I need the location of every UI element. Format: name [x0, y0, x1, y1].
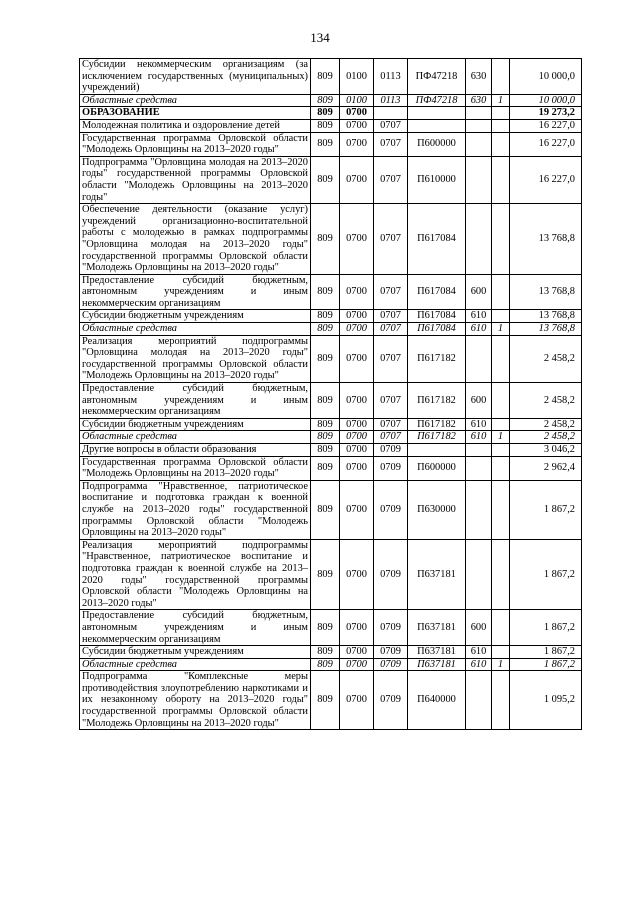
- row-budget-source: [492, 444, 510, 457]
- table-row: [80, 59, 582, 95]
- row-budget-source: [492, 646, 510, 659]
- row-expense-type: [466, 204, 492, 275]
- row-subsection-code: 0113: [374, 94, 408, 107]
- table-row: [80, 610, 582, 646]
- row-amount: 1 867,2: [510, 646, 582, 659]
- row-subsection-code: 0707: [374, 431, 408, 444]
- row-section-code: 0700: [340, 204, 374, 275]
- row-name: Государственная программа Орловской области "Молодежь Орловщины на 2013–2020 годы": [80, 456, 311, 480]
- row-grbs-code: 809: [311, 132, 340, 156]
- row-budget-source: [492, 107, 510, 120]
- row-target-article: П600000: [408, 456, 466, 480]
- row-name: ОБРАЗОВАНИЕ: [80, 107, 311, 120]
- budget-table-body: [80, 59, 582, 730]
- row-amount: 1 867,2: [510, 480, 582, 539]
- table-row: [80, 383, 582, 419]
- row-amount: 3 046,2: [510, 444, 582, 457]
- table-row: [80, 480, 582, 539]
- row-name: Молодежная политика и оздоровление детей: [80, 119, 311, 132]
- row-grbs-code: 809: [311, 156, 340, 203]
- row-expense-type: 610: [466, 646, 492, 659]
- table-row: [80, 132, 582, 156]
- row-name: Подпрограмма "Комплексные меры противодействия злоупотреблению наркотиками и их незаконному обороту на 2013–2020 годы" государственной программы Орловской области "Молодежь Орловщины на 2013–2020 годы": [80, 671, 311, 730]
- row-expense-type: 600: [466, 274, 492, 310]
- table-row: [80, 107, 582, 120]
- row-target-article: П617084: [408, 274, 466, 310]
- row-section-code: 0700: [340, 418, 374, 431]
- row-budget-source: [492, 671, 510, 730]
- row-section-code: 0700: [340, 658, 374, 671]
- row-budget-source: [492, 335, 510, 382]
- row-expense-type: 630: [466, 59, 492, 95]
- row-target-article: П637181: [408, 610, 466, 646]
- row-grbs-code: 809: [311, 274, 340, 310]
- row-name: Реализация мероприятий подпрограммы "Нравственное, патриотическое воспитание и подготовка граждан к военной службе на 2013–2020 годы" государственной программы Орловской области "Молодежь Орловщины на 2013–2020 годы": [80, 539, 311, 610]
- row-budget-source: [492, 456, 510, 480]
- row-amount: 1 867,2: [510, 539, 582, 610]
- table-row: [80, 204, 582, 275]
- row-subsection-code: 0707: [374, 132, 408, 156]
- row-budget-source: [492, 480, 510, 539]
- row-section-code: 0700: [340, 274, 374, 310]
- table-row: [80, 646, 582, 659]
- row-amount: 13 768,8: [510, 204, 582, 275]
- table-row: [80, 274, 582, 310]
- row-name: Другие вопросы в области образования: [80, 444, 311, 457]
- row-subsection-code: 0709: [374, 658, 408, 671]
- row-name: Областные средства: [80, 323, 311, 336]
- row-target-article: П617084: [408, 323, 466, 336]
- table-row: [80, 671, 582, 730]
- budget-table: [79, 58, 582, 730]
- row-name: Областные средства: [80, 431, 311, 444]
- row-amount: 10 000,0: [510, 59, 582, 95]
- row-amount: 1 867,2: [510, 658, 582, 671]
- row-subsection-code: 0707: [374, 323, 408, 336]
- table-row: [80, 119, 582, 132]
- row-amount: 16 227,0: [510, 156, 582, 203]
- row-amount: 1 867,2: [510, 610, 582, 646]
- row-section-code: 0700: [340, 323, 374, 336]
- row-subsection-code: 0707: [374, 156, 408, 203]
- row-amount: 13 768,8: [510, 274, 582, 310]
- row-amount: 2 458,2: [510, 431, 582, 444]
- row-grbs-code: 809: [311, 610, 340, 646]
- row-target-article: П617084: [408, 204, 466, 275]
- row-target-article: П637181: [408, 658, 466, 671]
- row-amount: 16 227,0: [510, 119, 582, 132]
- row-section-code: 0700: [340, 107, 374, 120]
- row-grbs-code: 809: [311, 383, 340, 419]
- row-amount: 2 458,2: [510, 418, 582, 431]
- row-subsection-code: 0707: [374, 119, 408, 132]
- row-section-code: 0100: [340, 94, 374, 107]
- row-subsection-code: 0707: [374, 383, 408, 419]
- row-target-article: П637181: [408, 539, 466, 610]
- row-grbs-code: 809: [311, 539, 340, 610]
- row-amount: 1 095,2: [510, 671, 582, 730]
- row-name: Подпрограмма "Орловщина молодая на 2013–2020 годы" государственной программы Орловской области "Молодежь Орловщины на 2013–2020 годы": [80, 156, 311, 203]
- row-expense-type: [466, 335, 492, 382]
- row-expense-type: 610: [466, 310, 492, 323]
- table-row: [80, 94, 582, 107]
- row-expense-type: [466, 539, 492, 610]
- row-section-code: 0700: [340, 671, 374, 730]
- row-target-article: ПФ47218: [408, 94, 466, 107]
- row-amount: 19 273,2: [510, 107, 582, 120]
- row-name: Субсидии бюджетным учреждениям: [80, 310, 311, 323]
- row-section-code: 0700: [340, 431, 374, 444]
- row-grbs-code: 809: [311, 335, 340, 382]
- row-target-article: П610000: [408, 156, 466, 203]
- row-grbs-code: 809: [311, 418, 340, 431]
- row-target-article: П640000: [408, 671, 466, 730]
- row-subsection-code: 0707: [374, 310, 408, 323]
- row-amount: 13 768,8: [510, 323, 582, 336]
- table-row: [80, 539, 582, 610]
- row-section-code: 0700: [340, 480, 374, 539]
- row-target-article: П617084: [408, 310, 466, 323]
- row-subsection-code: 0709: [374, 480, 408, 539]
- row-subsection-code: 0709: [374, 610, 408, 646]
- row-subsection-code: 0707: [374, 418, 408, 431]
- row-grbs-code: 809: [311, 107, 340, 120]
- row-name: Областные средства: [80, 658, 311, 671]
- row-subsection-code: [374, 107, 408, 120]
- row-section-code: 0700: [340, 310, 374, 323]
- row-grbs-code: 809: [311, 323, 340, 336]
- row-amount: 16 227,0: [510, 132, 582, 156]
- row-expense-type: 610: [466, 418, 492, 431]
- row-target-article: П617182: [408, 383, 466, 419]
- row-target-article: [408, 444, 466, 457]
- row-expense-type: 600: [466, 610, 492, 646]
- row-budget-source: 1: [492, 431, 510, 444]
- row-section-code: 0700: [340, 456, 374, 480]
- table-row: [80, 418, 582, 431]
- row-amount: 2 458,2: [510, 383, 582, 419]
- row-budget-source: [492, 610, 510, 646]
- row-name: Субсидии бюджетным учреждениям: [80, 646, 311, 659]
- row-expense-type: [466, 480, 492, 539]
- row-section-code: 0700: [340, 444, 374, 457]
- row-name: Обеспечение деятельности (оказание услуг) учреждений организационно-воспитательной работы с молодежью в рамках подпрограммы "Орловщина молодая на 2013–2020 годы" государственной программы Орловской области "Молодежь Орловщины на 2013–2020 годы": [80, 204, 311, 275]
- row-grbs-code: 809: [311, 671, 340, 730]
- row-section-code: 0700: [340, 646, 374, 659]
- row-target-article: [408, 119, 466, 132]
- row-subsection-code: 0113: [374, 59, 408, 95]
- table-row: [80, 658, 582, 671]
- row-name: Государственная программа Орловской области "Молодежь Орловщины на 2013–2020 годы": [80, 132, 311, 156]
- row-expense-type: [466, 671, 492, 730]
- row-subsection-code: 0707: [374, 204, 408, 275]
- row-budget-source: [492, 119, 510, 132]
- row-section-code: 0700: [340, 156, 374, 203]
- row-subsection-code: 0707: [374, 335, 408, 382]
- table-row: [80, 456, 582, 480]
- row-subsection-code: 0709: [374, 444, 408, 457]
- row-target-article: П617182: [408, 431, 466, 444]
- row-target-article: П617182: [408, 335, 466, 382]
- row-budget-source: 1: [492, 323, 510, 336]
- row-target-article: П637181: [408, 646, 466, 659]
- row-subsection-code: 0709: [374, 671, 408, 730]
- table-row: [80, 323, 582, 336]
- table-row: [80, 431, 582, 444]
- row-section-code: 0700: [340, 539, 374, 610]
- row-amount: 2 962,4: [510, 456, 582, 480]
- row-expense-type: [466, 107, 492, 120]
- row-expense-type: 610: [466, 658, 492, 671]
- row-name: Реализация мероприятий подпрограммы "Орловщина молодая на 2013–2020 годы" государственной программы Орловской области "Молодежь Орловщины на 2013–2020 годы": [80, 335, 311, 382]
- row-budget-source: [492, 383, 510, 419]
- row-budget-source: [492, 418, 510, 431]
- row-section-code: 0700: [340, 383, 374, 419]
- row-budget-source: [492, 310, 510, 323]
- table-row: [80, 444, 582, 457]
- row-target-article: [408, 107, 466, 120]
- table-row: [80, 310, 582, 323]
- row-expense-type: 630: [466, 94, 492, 107]
- row-grbs-code: 809: [311, 310, 340, 323]
- row-name: Предоставление субсидий бюджетным, автономным учреждениям и иным некоммерческим организациям: [80, 274, 311, 310]
- row-subsection-code: 0709: [374, 539, 408, 610]
- row-expense-type: [466, 156, 492, 203]
- row-grbs-code: 809: [311, 94, 340, 107]
- row-section-code: 0700: [340, 610, 374, 646]
- row-budget-source: [492, 156, 510, 203]
- row-name: Областные средства: [80, 94, 311, 107]
- row-section-code: 0100: [340, 59, 374, 95]
- row-grbs-code: 809: [311, 119, 340, 132]
- row-section-code: 0700: [340, 132, 374, 156]
- row-section-code: 0700: [340, 119, 374, 132]
- row-grbs-code: 809: [311, 431, 340, 444]
- table-row: [80, 156, 582, 203]
- row-expense-type: [466, 132, 492, 156]
- row-grbs-code: 809: [311, 456, 340, 480]
- row-budget-source: [492, 59, 510, 95]
- row-name: Субсидии некоммерческим организациям (за исключением государственных (муниципальных) учреждений): [80, 59, 311, 95]
- row-expense-type: 610: [466, 323, 492, 336]
- row-budget-source: [492, 539, 510, 610]
- row-grbs-code: 809: [311, 646, 340, 659]
- row-amount: 10 000,0: [510, 94, 582, 107]
- row-target-article: ПФ47218: [408, 59, 466, 95]
- row-budget-source: 1: [492, 94, 510, 107]
- row-budget-source: [492, 204, 510, 275]
- table-row: [80, 335, 582, 382]
- row-target-article: П630000: [408, 480, 466, 539]
- row-grbs-code: 809: [311, 480, 340, 539]
- row-expense-type: [466, 119, 492, 132]
- row-grbs-code: 809: [311, 658, 340, 671]
- row-expense-type: [466, 456, 492, 480]
- row-expense-type: 610: [466, 431, 492, 444]
- row-section-code: 0700: [340, 335, 374, 382]
- row-name: Предоставление субсидий бюджетным, автономным учреждениям и иным некоммерческим организациям: [80, 383, 311, 419]
- row-name: Субсидии бюджетным учреждениям: [80, 418, 311, 431]
- row-target-article: П600000: [408, 132, 466, 156]
- row-expense-type: 600: [466, 383, 492, 419]
- row-budget-source: 1: [492, 658, 510, 671]
- page-number: 134: [310, 30, 330, 45]
- row-amount: 13 768,8: [510, 310, 582, 323]
- row-expense-type: [466, 444, 492, 457]
- row-name: Предоставление субсидий бюджетным, автономным учреждениям и иным некоммерческим организациям: [80, 610, 311, 646]
- row-target-article: П617182: [408, 418, 466, 431]
- row-grbs-code: 809: [311, 204, 340, 275]
- row-amount: 2 458,2: [510, 335, 582, 382]
- row-budget-source: [492, 132, 510, 156]
- row-subsection-code: 0709: [374, 646, 408, 659]
- row-name: Подпрограмма "Нравственное, патриотическое воспитание и подготовка граждан к военной службе на 2013–2020 годы" государственной программы Орловской области "Молодежь Орловщины на 2013–2020 годы": [80, 480, 311, 539]
- row-grbs-code: 809: [311, 59, 340, 95]
- row-subsection-code: 0709: [374, 456, 408, 480]
- row-grbs-code: 809: [311, 444, 340, 457]
- row-budget-source: [492, 274, 510, 310]
- row-subsection-code: 0707: [374, 274, 408, 310]
